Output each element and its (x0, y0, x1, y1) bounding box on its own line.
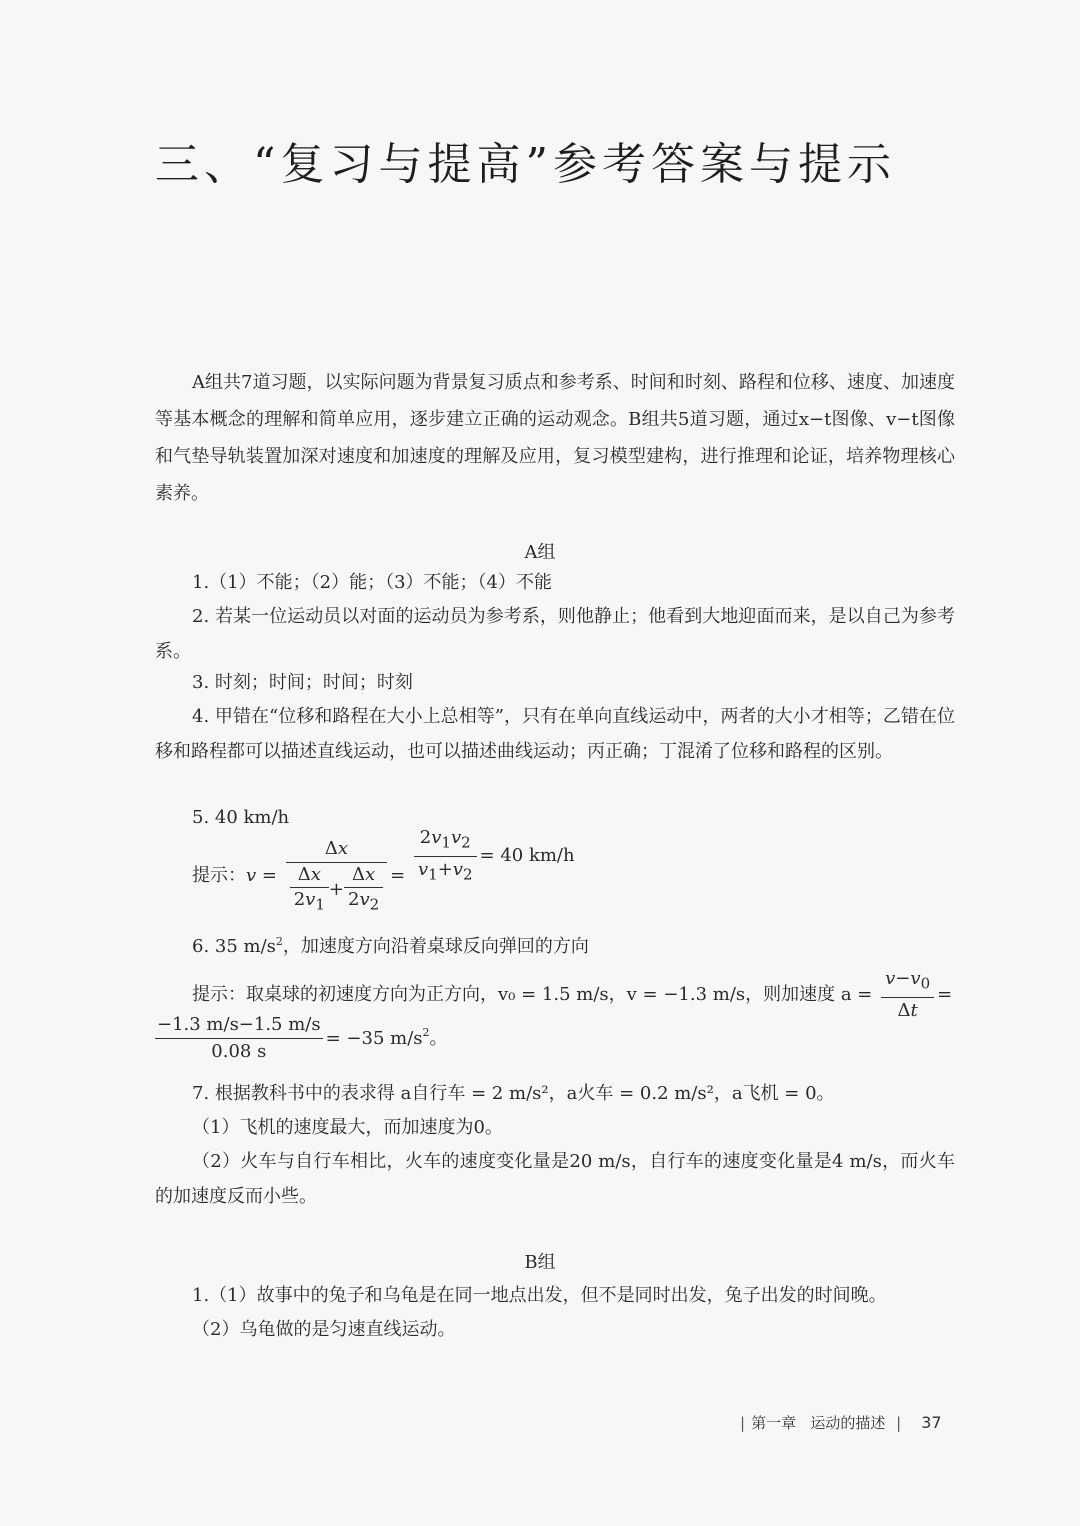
group-b-heading: B组 (524, 1252, 556, 1273)
answer-a6-hint: 提示：取桌球的初速度方向为正方向，v₀ = 1.5 m/s，v = −1.3 m/s，则加速度 a = $\frac{v-v_0}{\Delta t}$ = (192, 966, 955, 1024)
footer-chapter: 第一章 (751, 1414, 797, 1432)
a6-value: 6. 35 m/s (192, 936, 276, 957)
formula-fraction-avg-speed: Δx $\frac{\Delta x}{2v_1}$ + $\frac{\Delta x}{2v_2}$ (286, 836, 387, 917)
answer-a7-1: （1）飞机的速度最大，而加速度为0。 (192, 1117, 503, 1138)
answer-b1-2: （2）乌龟做的是匀速直线运动。 (192, 1319, 456, 1340)
formula-lhs: v = (246, 865, 277, 887)
answer-a5-hint: 提示：v = Δx $\frac{\Delta x}{2v_1}$ + $\frac{\Delta x}{2v_2}$ = $\frac{2v_1v_2}{v_1+v_2}$ = 40 km/h (192, 836, 955, 917)
answer-a3: 3. 时刻；时间；时间；时刻 (192, 672, 413, 693)
page-title: 三、“复习与提高”参考答案与提示 (155, 139, 896, 190)
footer-divider-2: | (891, 1414, 902, 1432)
answer-b1: 1.（1）故事中的兔子和乌龟是在同一地点出发，但不是同时出发，兔子出发的时间晚。 (192, 1285, 887, 1306)
answer-a5: 5. 40 km/h (192, 807, 290, 828)
answer-a4: 4. 甲错在“位移和路程在大小上总相等”，只有在单向直线运动中，两者的大小才相等；乙错在位移和路程都可以描述直线运动，也可以描述曲线运动；丙正确；丁混淆了位移和路程的区别。 (155, 706, 955, 762)
a6-text: ，加速度方向沿着桌球反向弹回的方向 (282, 936, 589, 957)
footer-section: 运动的描述 (810, 1414, 886, 1432)
a6-end: 。 (429, 1027, 448, 1049)
a6-numerator: −1.3 m/s−1.5 m/s (155, 1012, 323, 1039)
page-number: 37 (921, 1413, 942, 1432)
page-footer (734, 1412, 942, 1433)
formula-fraction-result: $\frac{2v_1v_2}{v_1+v_2}$ (414, 825, 477, 887)
formula-accel-fraction: $\frac{v-v_0}{\Delta t}$ (881, 966, 934, 1024)
intro-paragraph: A组共7道习题，以实际问题为背景复习质点和参考系、时间和时刻、路程和位移、速度、加速度等基本概念的理解和简单应用，逐步建立正确的运动观念。B组共5道习题，通过x−t图像、v−t图像和气垫导轨装置加深对速度和加速度的理解及应用，复习模型建构，进行推理和论证，培养物理核心素养。 (155, 372, 955, 504)
group-a-heading: A组 (524, 542, 556, 563)
answer-a6: 6. 35 $m/s^2$，加速度方向沿着桌球反向弹回的方向 (192, 935, 589, 957)
hint-label: 提示： (192, 865, 246, 887)
a6-denominator: 0.08 s (211, 1041, 267, 1062)
answer-a6-calc: $\frac{-1.3 m/s-1.5 m/s}{0.08 s}$ = −35 m/s2。 (155, 1012, 955, 1065)
answer-a2: 2. 若某一位运动员以对面的运动员为参考系，则他静止；他看到大地迎面而来，是以自己为参考系。 (155, 606, 955, 662)
answer-a7-2: （2）火车与自行车相比，火车的速度变化量是20 m/s，自行车的速度变化量是4 m/s，而火车的加速度反而小些。 (155, 1151, 955, 1207)
footer-divider: | (740, 1414, 746, 1432)
formula-accel-calc (155, 1012, 323, 1065)
answer-a7: 7. 根据教科书中的表求得 a自行车 = 2 m/s²，a火车 = 0.2 m/s²，a飞机 = 0。 (192, 1083, 835, 1104)
answer-a1: 1.（1）不能；（2）能；（3）不能；（4）不能 (192, 572, 552, 593)
a6-result: = −35 m/s (325, 1027, 423, 1049)
formula-result: = 40 km/h (479, 845, 575, 867)
a6-hint-text: 提示：取桌球的初速度方向为正方向，v₀ = 1.5 m/s，v = −1.3 m/s，则加速度 a = (192, 983, 873, 1005)
